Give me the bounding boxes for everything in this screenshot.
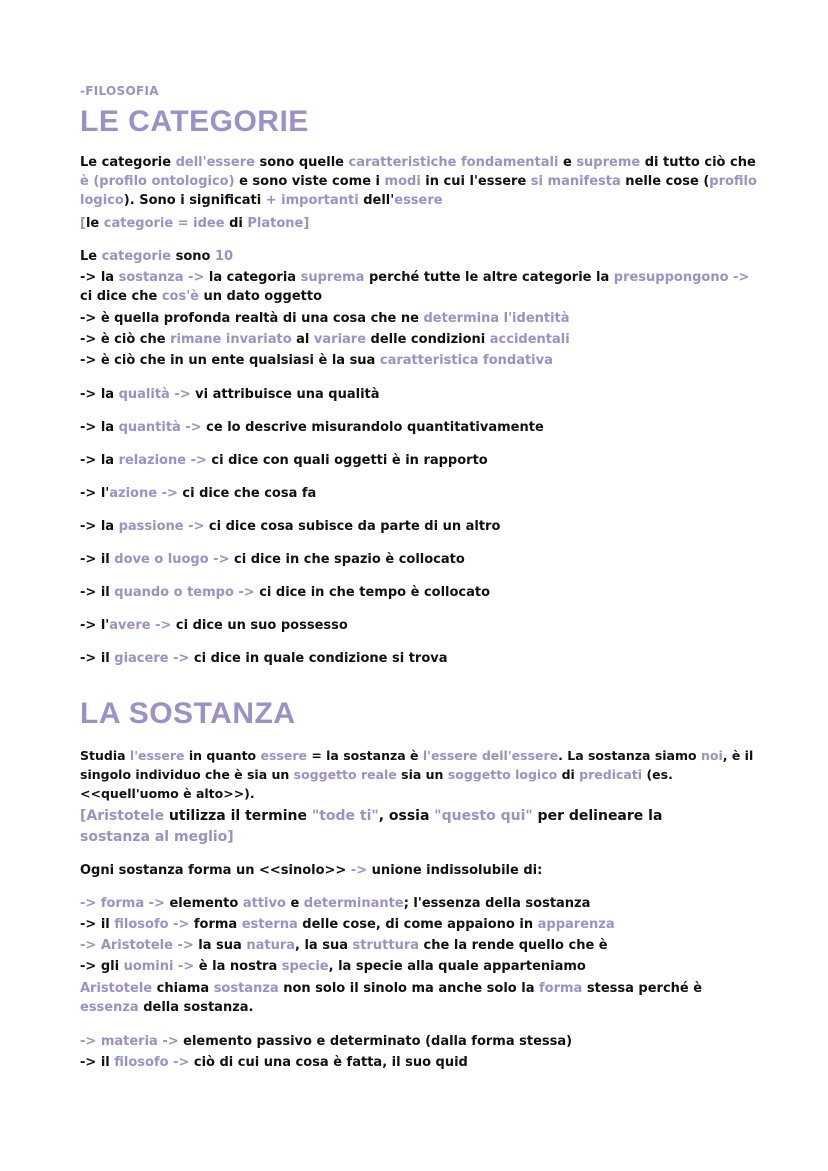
sostanza-sub-3 (80, 351, 553, 370)
body-text: -> (80, 311, 101, 326)
highlighted-text: predicati (579, 767, 643, 782)
highlighted-text: giacere -> (114, 651, 190, 666)
category-tempo (80, 583, 490, 602)
body-text: utilizza il termine (164, 808, 312, 824)
highlighted-text: natura (246, 938, 296, 953)
highlighted-text: variare (313, 332, 367, 347)
highlighted-text: soggetto logico (447, 767, 558, 782)
body-text: -> la (80, 387, 119, 402)
sostanza-definition (80, 268, 760, 306)
intro-paragraph (80, 153, 760, 210)
body-text: nelle cose ( (620, 174, 710, 189)
body-text: -> l' (80, 618, 110, 633)
body-text: -> il (80, 651, 115, 666)
highlighted-text: essere (260, 748, 307, 763)
body-text: è ciò che (100, 332, 171, 347)
highlighted-text: attivo (242, 896, 286, 911)
body-text: ci dice con quali oggetti è in rapporto (206, 453, 488, 468)
body-text: Studia (80, 748, 130, 763)
body-text: -> la (80, 420, 119, 435)
highlighted-text: filosofo -> (114, 917, 190, 932)
highlighted-text: qualità -> (118, 387, 191, 402)
sinolo-line (80, 861, 542, 880)
materia-line-1 (80, 1032, 572, 1051)
highlighted-text: quantità -> (118, 420, 202, 435)
body-text: dell' (358, 193, 395, 208)
body-text: ci dice che cosa fa (177, 486, 317, 501)
body-text: di (224, 216, 248, 231)
body-text: in quanto (184, 748, 261, 763)
category-qualita (80, 385, 380, 404)
body-text: le (85, 216, 104, 231)
body-text: è ciò che in un ente qualsiasi è la sua (100, 353, 380, 368)
highlighted-text: sostanza (213, 981, 279, 996)
body-text: di tutto ciò che (640, 155, 756, 170)
body-text: che la rende quello che è (419, 938, 608, 953)
highlighted-text: presuppongono -> (613, 270, 750, 285)
body-text: al (291, 332, 314, 347)
highlighted-text: filosofo -> (114, 1055, 190, 1070)
body-text: perché tutte le altre categorie la (364, 270, 614, 285)
body-text: Le categorie (80, 155, 176, 170)
body-text: = la sostanza è (306, 748, 423, 763)
highlighted-text: modi (384, 174, 421, 189)
highlighted-text: l'essere (129, 748, 185, 763)
forma-line-2 (80, 915, 615, 934)
highlighted-text: forma (539, 981, 583, 996)
highlighted-text: cos'è (161, 289, 199, 304)
highlighted-text: sostanza al meglio] (80, 829, 234, 845)
highlighted-text: relazione -> (118, 453, 207, 468)
body-text: della sostanza. (138, 1000, 254, 1015)
highlighted-text: supreme (576, 155, 641, 170)
body-text: e (285, 896, 304, 911)
highlighted-text: azione -> (109, 486, 178, 501)
highlighted-text: suprema (300, 270, 365, 285)
body-text: ce lo descrive misurandolo quantitativamente (201, 420, 544, 435)
body-text: (es. <<quell'uomo è alto>>). (80, 767, 673, 801)
body-text: elemento (164, 896, 243, 911)
highlighted-text: soggetto reale (293, 767, 397, 782)
body-text: -> il (80, 917, 115, 932)
sostanza-sub-1 (80, 309, 570, 328)
highlighted-text: categorie (101, 249, 172, 264)
highlighted-text: quando o tempo -> (114, 585, 255, 600)
highlighted-text: "questo qui" (434, 808, 533, 824)
category-azione (80, 484, 316, 503)
highlighted-text: "tode ti" (311, 808, 379, 824)
body-text: , è il singolo individuo che è sia un (80, 748, 754, 782)
body-text: la sua (193, 938, 247, 953)
body-text: ciò di cui una cosa è fatta, il suo quid (189, 1055, 468, 1070)
note-idee-platone (80, 214, 309, 233)
body-text: -> la (80, 270, 119, 285)
body-text: -> il (80, 1055, 115, 1070)
body-text: Le (80, 249, 102, 264)
highlighted-text: caratteristica fondativa (379, 353, 553, 368)
body-text: elemento passivo e determinato (dalla forma stessa) (178, 1034, 573, 1049)
highlighted-text: -> forma -> (80, 896, 165, 911)
highlighted-text: 10 (215, 249, 234, 264)
aristotele-note (80, 806, 720, 848)
highlighted-text: essere (394, 193, 443, 208)
highlighted-text: dove o luogo -> (114, 552, 230, 567)
body-text: -> la (80, 519, 119, 534)
body-text: . La sostanza siamo (558, 748, 701, 763)
highlighted-text: sostanza -> (118, 270, 205, 285)
body-text: ci dice in che tempo è collocato (254, 585, 491, 600)
body-text: -> (80, 332, 101, 347)
body-text: -> gli (80, 959, 124, 974)
body-text: ci dice in che spazio è collocato (229, 552, 465, 567)
body-text: delle cose, di come appaiono in (297, 917, 538, 932)
body-text: la categoria (204, 270, 301, 285)
heading-le-categorie: LE CATEGORIE (80, 105, 309, 138)
highlighted-text: Platone (247, 216, 304, 231)
category-passione (80, 517, 500, 536)
studia-paragraph (80, 746, 760, 803)
body-text: ci dice che (80, 289, 162, 304)
body-text: non solo il sinolo ma anche solo la (278, 981, 540, 996)
highlighted-text: struttura (352, 938, 420, 953)
highlighted-text: -> materia -> (80, 1034, 179, 1049)
forma-line-4 (80, 957, 586, 976)
category-giacere (80, 649, 448, 668)
highlighted-text: Aristotele (80, 981, 153, 996)
highlighted-text: determina l'identità (423, 311, 570, 326)
categories-count (80, 247, 233, 266)
highlighted-text: caratteristiche fondamentali (348, 155, 559, 170)
body-text: e sono viste come i (234, 174, 385, 189)
body-text: -> (80, 353, 101, 368)
heading-la-sostanza: LA SOSTANZA (80, 697, 296, 730)
subject-label: -FILOSOFIA (80, 84, 159, 98)
highlighted-text: è (profilo ontologico) (80, 174, 235, 189)
body-text: , ossia (378, 808, 435, 824)
body-text: per delineare la (532, 808, 663, 824)
highlighted-text: [ (80, 216, 86, 231)
category-luogo (80, 550, 465, 569)
body-text: -> l' (80, 486, 110, 501)
forma-line-3 (80, 936, 608, 955)
materia-line-2 (80, 1053, 468, 1072)
body-text: -> la (80, 453, 119, 468)
body-text: -> il (80, 552, 115, 567)
highlighted-text: ] (303, 216, 310, 231)
body-text: delle condizioni (366, 332, 490, 347)
highlighted-text: accidentali (489, 332, 570, 347)
highlighted-text: [Aristotele (80, 808, 165, 824)
body-text: ci dice in quale condizione si trova (189, 651, 448, 666)
highlighted-text: passione -> (118, 519, 205, 534)
highlighted-text: essenza (80, 1000, 139, 1015)
highlighted-text: noi (700, 748, 723, 763)
body-text: sia un (396, 767, 448, 782)
body-text: è la nostra (194, 959, 282, 974)
highlighted-text: -> (350, 863, 368, 878)
body-text: vi attribuisce una qualità (190, 387, 380, 402)
body-text: ci dice un suo possesso (171, 618, 348, 633)
category-quantita (80, 418, 544, 437)
highlighted-text: -> Aristotele -> (80, 938, 194, 953)
forma-line-1 (80, 894, 590, 913)
aristotele-chiama (80, 979, 760, 1017)
highlighted-text: specie (281, 959, 329, 974)
highlighted-text: si manifesta (530, 174, 621, 189)
body-text: ). Sono i significati (123, 193, 266, 208)
body-text: forma (189, 917, 242, 932)
body-text: in cui l'essere (420, 174, 531, 189)
category-relazione (80, 451, 488, 470)
body-text: , la sua (295, 938, 353, 953)
category-avere (80, 616, 348, 635)
body-text: ci dice cosa subisce da parte di un altro (204, 519, 501, 534)
highlighted-text: uomini -> (123, 959, 195, 974)
sostanza-sub-2 (80, 330, 570, 349)
highlighted-text: categorie = idee (103, 216, 225, 231)
body-text: sono quelle (254, 155, 349, 170)
highlighted-text: dell'essere (175, 155, 255, 170)
body-text: Ogni sostanza forma un <<sinolo>> (80, 863, 351, 878)
highlighted-text: + importanti (265, 193, 359, 208)
body-text: chiama (152, 981, 214, 996)
body-text: , la specie alla quale apparteniamo (328, 959, 586, 974)
highlighted-text: apparenza (537, 917, 615, 932)
body-text: -> il (80, 585, 115, 600)
highlighted-text: profilo logico (80, 174, 757, 208)
body-text: un dato oggetto (198, 289, 323, 304)
body-text: è quella profonda realtà di una cosa che ne (100, 311, 424, 326)
body-text: ; l'essenza della sostanza (403, 896, 591, 911)
body-text: unione indissolubile di: (367, 863, 543, 878)
highlighted-text: determinante (303, 896, 404, 911)
body-text: stessa perché è (582, 981, 703, 996)
body-text: sono (171, 249, 215, 264)
highlighted-text: l'essere dell'essere (422, 748, 559, 763)
highlighted-text: avere -> (109, 618, 172, 633)
body-text: di (557, 767, 580, 782)
highlighted-text: rimane invariato (170, 332, 292, 347)
body-text: e (558, 155, 577, 170)
highlighted-text: esterna (241, 917, 298, 932)
